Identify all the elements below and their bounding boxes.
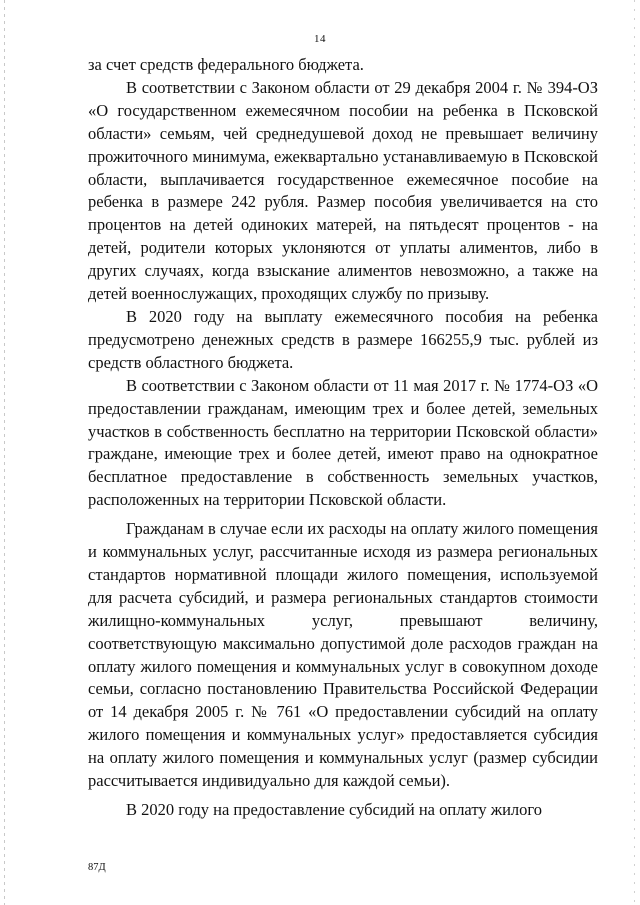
- page-number: 14: [314, 33, 326, 45]
- paragraph-subsidy-funding: В 2020 году на предоставление субсидий на оплату жилого: [126, 800, 543, 819]
- paragraph-allowance-funding: В 2020 году на выплату ежемесячного пособия на ребенка предусмотрено денежных средств в размере 166255,9 тыс. рублей из средств областного бюджета.: [88, 306, 598, 372]
- footer-code: 87Д: [88, 862, 106, 873]
- scan-edge-left: [4, 0, 5, 905]
- document-body: [88, 54, 598, 822]
- paragraph-housing-subsidies: Гражданам в случае если их расходы на оплату жилого помещения и коммунальных услуг, рассчитанные исходя из размера региональных стандартов нормативной площади жилого помещения, используемой для расчета субсидий, и размера региональных стандартов стоимости жилищно-коммунальных услуг, превышают величину, соответствующую максимально допустимой доле расходов граждан на оплату жилого помещения и коммунальных услуг в совокупном доходе семьи, согласно постановлению Правительства Российской Федерации от 14 декабря 2005 г. № 761 «О предоставлении субсидий на оплату жилого помещения и коммунальных услуг» предоставляется субсидия на оплату жилого помещения и коммунальных услуг (размер субсидии рассчитывается индивидуально для каждой семьи).: [88, 519, 598, 791]
- paragraph-continuation: за счет средств федерального бюджета.: [88, 55, 364, 74]
- paragraph-land-plots-law: В соответствии с Законом области от 11 мая 2017 г. № 1774-ОЗ «О предоставлении гражданам, имеющим трех и более детей, земельных участков в собственность бесплатно на территории Псковской области» граждане, имеющие трех и более детей, имеют право на однократное бесплатное предоставление в собственность земельных участков, расположенных на территории Псковской области.: [88, 375, 598, 510]
- scan-edge-right: [634, 0, 635, 905]
- paragraph-child-allowance-law: В соответствии с Законом области от 29 декабря 2004 г. № 394-ОЗ «О государственном ежемесячном пособии на ребенка в Псковской области» семьям, чей среднедушевой доход не превышает величину прожиточного минимума, ежеквартально устанавливаемую в Псковской области, выплачивается государственное ежемесячное пособие на ребенка в размере 242 рубля. Размер пособия увеличивается на сто процентов на детей одиноких матерей, на пятьдесят процентов - на детей, родители которых уклоняются от уплаты алиментов, либо в других случаях, когда взыскание алиментов невозможно, а также на детей военнослужащих, проходящих службу по призыву.: [88, 77, 598, 304]
